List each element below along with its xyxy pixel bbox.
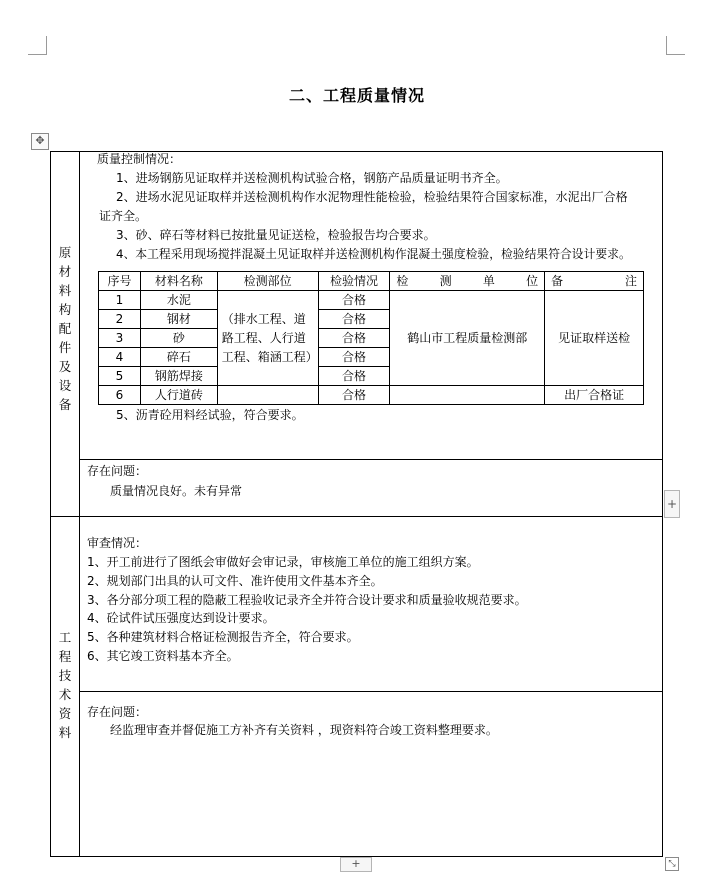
cell-result: 合格 xyxy=(318,367,390,386)
review-item-6: 6、其它竣工资料基本齐全。 xyxy=(87,649,239,663)
issues-divider-1 xyxy=(79,459,663,460)
label-char: 技 xyxy=(58,668,72,683)
resize-icon: ⤡ xyxy=(668,859,676,869)
quality-item-2-cont: 证齐全。 xyxy=(99,209,148,223)
label-char: 设 xyxy=(58,378,72,393)
location-text: （排水工程、道路工程、人行道工程、箱涵工程） xyxy=(221,311,318,364)
header-char: 检 xyxy=(396,274,409,288)
review-item-5: 5、各种建筑材料合格证检测报告齐全，符合要求。 xyxy=(87,630,359,644)
header-char: 备 xyxy=(551,274,564,288)
quality-control-heading: 质量控制情况： xyxy=(97,152,182,166)
issues-heading-1: 存在问题： xyxy=(87,464,148,478)
page-title: 二、工程质量情况 xyxy=(288,86,425,105)
table-row xyxy=(99,386,644,405)
issues-divider-2 xyxy=(79,691,663,692)
label-char: 资 xyxy=(58,706,72,721)
review-heading: 审查情况： xyxy=(87,536,148,550)
cell-material: 砂 xyxy=(140,329,217,348)
header-char: 测 xyxy=(439,274,452,288)
header-char: 单 xyxy=(482,274,495,288)
header-char: 位 xyxy=(526,274,539,288)
cell-result: 合格 xyxy=(318,386,390,405)
section-label-materials xyxy=(52,243,78,414)
table-header-row xyxy=(99,272,644,291)
col-header-unit xyxy=(390,272,545,291)
issues-text-1: 质量情况良好。未有异常 xyxy=(110,484,243,498)
section-label-technical xyxy=(52,628,78,742)
column-divider xyxy=(79,151,80,857)
cell-remark: 出厂合格证 xyxy=(545,386,644,405)
materials-table xyxy=(98,271,644,405)
issues-text-2: 经监理审查并督促施工方补齐有关资料 ，现资料符合竣工资料整理要求。 xyxy=(110,723,498,737)
cell-result: 合格 xyxy=(318,348,390,367)
table-resize-handle[interactable] xyxy=(665,857,679,871)
cell-result: 合格 xyxy=(318,291,390,310)
label-char: 件 xyxy=(58,340,72,355)
col-header-result: 检验情况 xyxy=(318,272,390,291)
issues-heading-2: 存在问题： xyxy=(87,705,148,719)
page-corner-mark-right xyxy=(666,36,685,55)
cell-unit-merged: 鹤山市工程质量检测部 xyxy=(390,291,545,386)
cell-material: 碎石 xyxy=(140,348,217,367)
quality-item-4: 4、本工程采用现场搅拌混凝土见证取样并送检测机构作混凝土强度检验，检验结果符合设计要求。 xyxy=(116,247,631,261)
table-row xyxy=(99,291,644,310)
review-item-2: 2、规划部门出具的认可文件、准许使用文件基本齐全。 xyxy=(87,574,383,588)
cell-material: 水泥 xyxy=(140,291,217,310)
add-column-button[interactable] xyxy=(664,490,680,518)
cell-remark-merged: 见证取样送检 xyxy=(545,291,644,386)
label-char: 及 xyxy=(58,359,72,374)
section-divider xyxy=(50,516,663,517)
cell-no: 2 xyxy=(99,310,141,329)
col-header-remark xyxy=(545,272,644,291)
cell-location-merged xyxy=(217,291,318,386)
cell-material: 钢材 xyxy=(140,310,217,329)
move-icon: ✥ xyxy=(35,134,45,147)
review-item-1: 1、开工前进行了图纸会审做好会审记录，审核施工单位的施工组织方案。 xyxy=(87,555,479,569)
label-char: 材 xyxy=(58,264,72,279)
quality-item-3: 3、砂、碎石等材料已按批量见证送检，检验报告均合要求。 xyxy=(116,228,436,242)
label-char: 原 xyxy=(58,245,72,260)
page-corner-mark-left xyxy=(28,36,47,55)
label-char: 构 xyxy=(58,302,72,317)
cell-material: 人行道砖 xyxy=(140,386,217,405)
cell-result: 合格 xyxy=(318,329,390,348)
quality-item-5: 5、沥青砼用料经试验，符合要求。 xyxy=(116,408,304,422)
cell-no: 1 xyxy=(99,291,141,310)
cell-material: 钢筋焊接 xyxy=(140,367,217,386)
col-header-location: 检测部位 xyxy=(217,272,318,291)
label-char: 配 xyxy=(58,321,72,336)
cell-no: 3 xyxy=(99,329,141,348)
header-char: 注 xyxy=(624,274,637,288)
quality-item-1: 1、进场钢筋见证取样并送检测机构试验合格，钢筋产品质量证明书齐全。 xyxy=(116,171,508,185)
cell-no: 4 xyxy=(99,348,141,367)
cell-no: 6 xyxy=(99,386,141,405)
col-header-no: 序号 xyxy=(99,272,141,291)
col-header-material: 材料名称 xyxy=(140,272,217,291)
add-row-button[interactable] xyxy=(340,857,372,872)
label-char: 程 xyxy=(58,649,72,664)
cell-unit-empty xyxy=(390,386,545,405)
plus-icon: + xyxy=(351,857,361,870)
table-move-handle[interactable] xyxy=(31,133,49,150)
quality-item-2: 2、进场水泥见证取样并送检测机构作水泥物理性能检验，检验结果符合国家标准，水泥出厂合格 xyxy=(116,190,628,204)
label-char: 术 xyxy=(58,687,72,702)
label-char: 料 xyxy=(58,725,72,740)
label-char: 备 xyxy=(58,397,72,412)
cell-result: 合格 xyxy=(318,310,390,329)
cell-location-empty xyxy=(217,386,318,405)
label-char: 工 xyxy=(58,630,72,645)
review-item-4: 4、砼试件试压强度达到设计要求。 xyxy=(87,611,275,625)
review-item-3: 3、各分部分项工程的隐蔽工程验收记录齐全并符合设计要求和质量验收规范要求。 xyxy=(87,593,527,607)
plus-icon: + xyxy=(666,497,678,511)
cell-no: 5 xyxy=(99,367,141,386)
label-char: 料 xyxy=(58,283,72,298)
